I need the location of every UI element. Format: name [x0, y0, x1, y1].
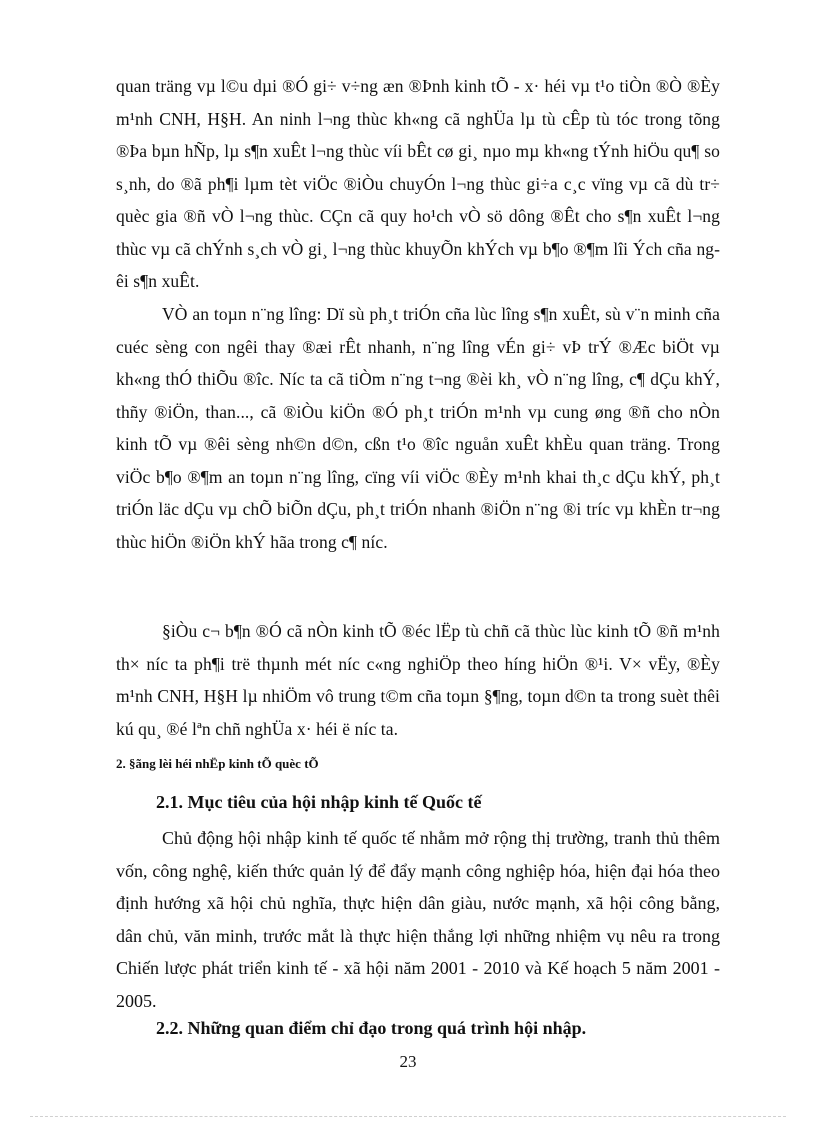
paragraph-energy-security: VÒ an toµn n¨ng lîng: Dï sù ph¸t triÓn cña lùc lîng s¶n xuÊt, sù v¨n minh cña cuéc sèng con ngêi thay ®æi rÊt nhanh, n¨ng lîng vÉn gi÷ vÞ trÝ ®Æc biÖt vµ kh«ng thÓ thiÕu ®îc. Níc ta cã tiÒm n¨ng t¬ng ®èi kh¸ vÒ n¨ng lîng, c¶ dÇu khÝ, thñy ®iÖn, than..., cã ®iÒu kiÖn ®Ó ph¸t triÓn m¹nh vµ cung øng ®ñ cho nÒn kinh tÕ vµ ®êi sèng nh©n d©n, cßn t¹o ®îc nguån xuÊt khÈu quan träng. Trong viÖc b¶o ®¶m an toµn n¨ng lîng, cïng víi viÖc ®Èy m¹nh khai th¸c dÇu khÝ, ph¸t triÓn läc dÇu vµ chÕ biÕn dÇu, ph¸t triÓn nhanh ®iÖn n¨ng ®i tríc vµ khÈn tr¬ng thùc hiÖn ®iÖn khÝ hãa trong c¶ níc.: [116, 304, 720, 552]
paragraph-integration-objectives: Chủ động hội nhập kinh tế quốc tế nhằm mở rộng thị trường, tranh thủ thêm vốn, công nghệ, kiến thức quản lý để đẩy mạnh công nghiệp hóa, hiện đại hóa theo định hướng xã hội chủ nghĩa, thực hiện dân giàu, nước mạnh, xã hội công bằng, dân chủ, văn minh, trước mắt là thực hiện thắng lợi những nhiệm vụ nêu ra trong Chiến lược phát triển kinh tế - xã hội năm 2001 - 2010 và Kế hoạch 5 năm 2001 - 2005.: [116, 828, 720, 1011]
page-bottom-divider: [30, 1116, 786, 1117]
subheading-objectives: 2.1. Mục tiêu của hội nhập kinh tế Quốc tế: [156, 792, 482, 812]
paragraph-industrialization: §iÒu c¬ b¶n ®Ó cã nÒn kinh tÕ ®éc lËp tù chñ cã thùc lùc kinh tÕ ®ñ m¹nh th× níc ta ph¶i trë thµnh mét níc c«ng nghiÖp theo híng hiÖn ®¹i. V× vËy, ®Èy m¹nh CNH, H§H lµ nhiÖm vô trung t©m cña toµn §¶ng, toµn d©n ta trong suèt thêi kú qu¸ ®é lªn chñ nghÜa x· héi ë níc ta.: [116, 621, 720, 739]
page-number: 23: [399, 1052, 417, 1071]
section-heading: 2. §ãng lèi héi nhËp kinh tÕ quèc tÕ: [116, 756, 319, 771]
subheading-guiding-views: 2.2. Những quan điểm chỉ đạo trong quá trình hội nhập.: [156, 1018, 587, 1038]
paragraph-food-security: quan träng vµ l©u dµi ®Ó gi÷ v÷ng æn ®Þnh kinh tÕ - x· héi vµ t¹o tiÒn ®Ò ®Èy m¹nh CNH, H§H. An ninh l¬ng thùc kh«ng cã nghÜa lµ tù cÊp tù tóc trong tõng ®Þa bµn hÑp, lµ s¶n xuÊt l¬ng thùc víi bÊt cø gi¸ nµo mµ kh«ng tÝnh hiÖu qu¶ so s¸nh, do ®ã ph¶i lµm tèt viÖc ®iÒu chuyÓn l¬ng thùc gi÷a c¸c vïng vµ cã dù tr÷ quèc gia ®ñ vÒ l¬ng thùc. CÇn cã quy ho¹ch vÒ sö dông ®Êt cho s¶n xuÊt l¬ng thùc vµ cã chÝnh s¸ch vÒ gi¸ l¬ng thùc khuyÕn khÝch vµ b¶o ®¶m lîi Ých cña ngêi s¶n xuÊt.: [116, 76, 720, 291]
